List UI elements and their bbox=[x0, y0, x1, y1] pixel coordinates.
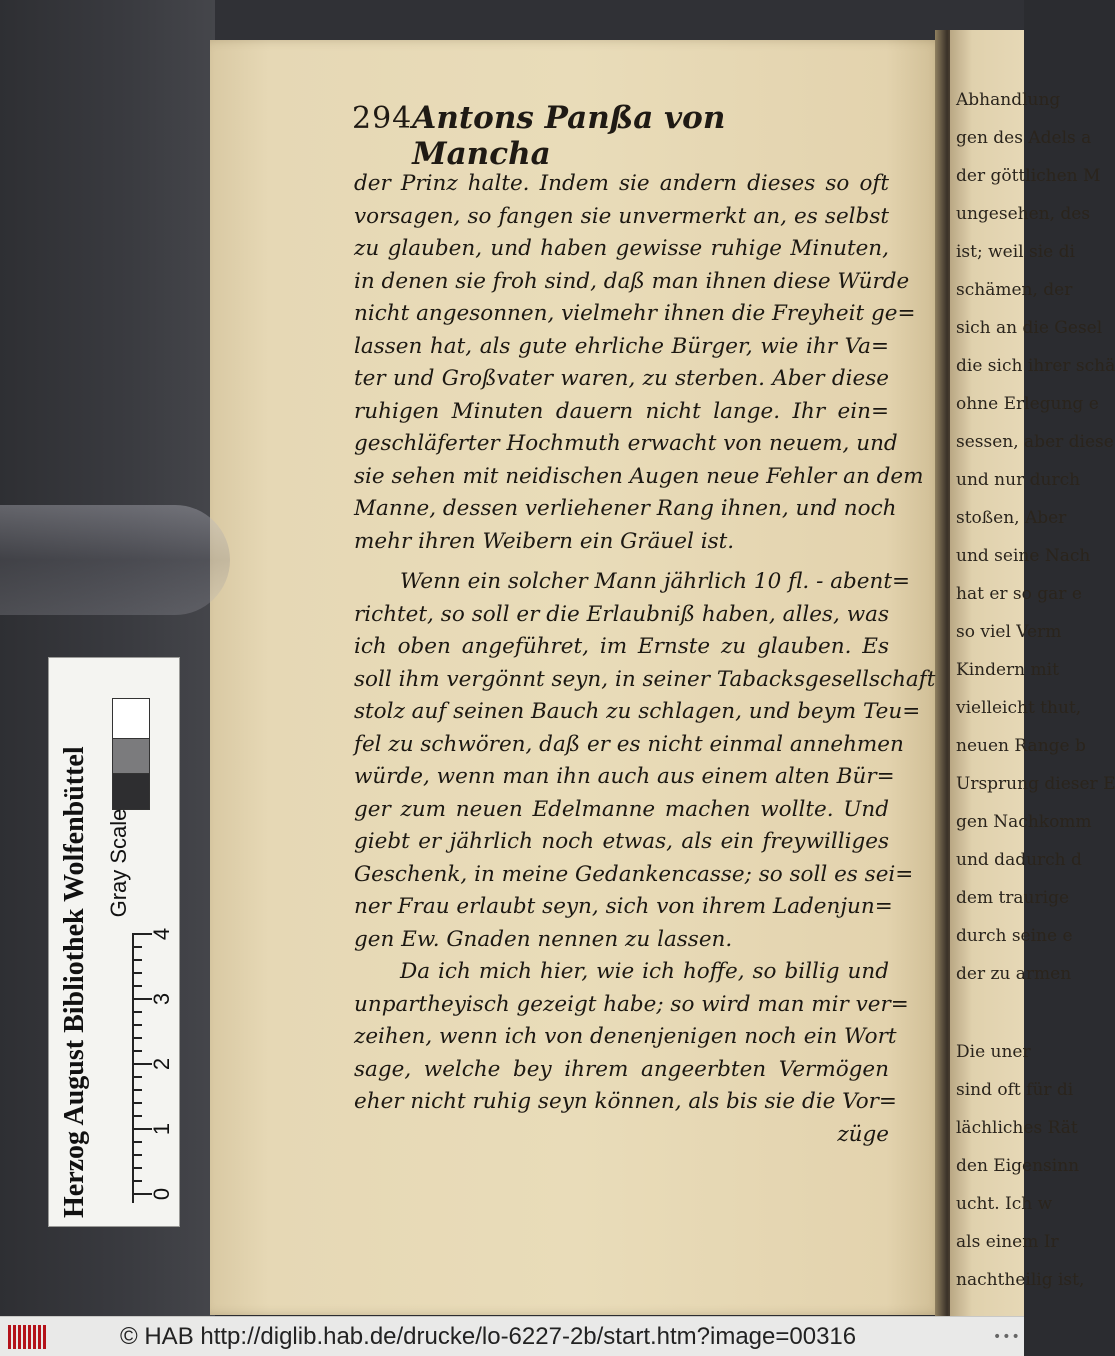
text-line: in denen sie froh sind, daß man ihnen diese Würde bbox=[354, 268, 910, 294]
facing-page-fragment: Kindern mit bbox=[956, 660, 1059, 680]
facing-page-fragment: der göttlichen M bbox=[956, 166, 1101, 186]
facing-page-fragment: gen des Adels a bbox=[956, 128, 1092, 148]
paragraph-2 bbox=[354, 566, 936, 956]
text-line: ger zum neuen Edelmanne machen wollte. Und bbox=[354, 796, 889, 822]
text-line: giebt er jährlich noch etwas, als ein freywilliges bbox=[354, 829, 889, 854]
hab-logo-icon bbox=[8, 1325, 46, 1349]
page-number: 294 bbox=[352, 101, 413, 136]
facing-page-fragment: ucht. Ich w bbox=[956, 1194, 1053, 1214]
text-line: Geschenk, in meine Gedankencasse; so soll es sei= bbox=[354, 861, 914, 887]
glass-plate-edge bbox=[0, 505, 230, 615]
paragraph-3 bbox=[354, 956, 909, 1119]
facing-page-fragment: ungesehen, des bbox=[956, 204, 1091, 224]
ruler-minor-tick bbox=[134, 959, 142, 961]
facing-page-fragment: sessen, aber diese bbox=[956, 432, 1114, 452]
ruler-minor-tick bbox=[134, 972, 142, 974]
text-line: Manne, dessen verliehener Rang ihnen, und noch bbox=[354, 496, 897, 521]
facing-page-fragment: sich an die Gesel bbox=[956, 318, 1103, 338]
text-line: gen Ew. Gnaden nennen zu lassen. bbox=[354, 926, 733, 952]
facing-page-fragment: durch seine e bbox=[956, 926, 1073, 946]
text-line: würde, wenn man ihn auch aus einem alten Bür= bbox=[354, 764, 895, 789]
more-menu-icon[interactable]: ••• bbox=[993, 1329, 1021, 1345]
ruler-minor-tick bbox=[134, 1115, 142, 1117]
text-line: sie sehen mit neidischen Augen neue Fehler an dem bbox=[354, 463, 924, 489]
catchword-block bbox=[354, 1119, 889, 1152]
ruler bbox=[132, 927, 175, 1203]
facing-page-fragment: schämen, der bbox=[956, 280, 1073, 300]
ruler-minor-tick bbox=[134, 1102, 142, 1104]
facing-page-fragment: als einem Ir bbox=[956, 1232, 1059, 1252]
facing-page-fragment: Abhandlung bbox=[956, 90, 1061, 110]
text-line: unpartheyisch gezeigt habe; so wird man mir ver= bbox=[354, 991, 909, 1017]
text-line: lassen hat, als gute ehrliche Bürger, wie ihr Va= bbox=[354, 333, 889, 359]
text-line: Wenn ein solcher Mann jährlich 10 fl. - abent= bbox=[400, 569, 911, 594]
facing-page-fragment: der zu armen bbox=[956, 964, 1072, 984]
ruler-minor-tick bbox=[134, 946, 142, 948]
ruler-minor-tick bbox=[134, 1011, 142, 1013]
ruler-minor-tick bbox=[134, 1154, 142, 1156]
text-line: ner Frau erlaubt seyn, sich von ihrem Ladenjun= bbox=[354, 894, 893, 919]
facing-page-fragment: hat er so gar e bbox=[956, 584, 1082, 604]
text-line: zeihen, wenn ich von denenjenigen noch ein Wort bbox=[354, 1024, 897, 1049]
footer-bar bbox=[0, 1316, 1024, 1356]
facing-page-fragment: sind oft für di bbox=[956, 1080, 1074, 1100]
ruler-minor-tick bbox=[134, 1076, 142, 1078]
ruler-minor-tick bbox=[134, 1180, 142, 1182]
text-line: sage, welche bey ihrem angeerbten Vermögen bbox=[354, 1056, 889, 1082]
running-title: Antons Panßa von Mancha bbox=[412, 100, 726, 172]
ruler-minor-tick bbox=[134, 1024, 142, 1026]
facing-page-fragment: stoßen, Aber bbox=[956, 508, 1067, 528]
copyright-url[interactable]: © HAB http://diglib.hab.de/drucke/lo-6227-2b/start.htm?image=00316 bbox=[120, 1323, 857, 1350]
ruler-tick-label: 4 bbox=[149, 927, 175, 941]
gray-swatch-mid bbox=[112, 738, 150, 775]
text-line: richtet, so soll er die Erlaubniß haben, alles, was bbox=[354, 601, 889, 627]
facing-page bbox=[950, 30, 1115, 1320]
ruler-minor-tick bbox=[134, 1037, 142, 1039]
facing-page-fragment: gen Nachkomm bbox=[956, 812, 1092, 832]
facing-page-fragment: ohne Erlegung e bbox=[956, 394, 1099, 414]
ruler-minor-tick bbox=[134, 1141, 142, 1143]
ruler-tick-label: 3 bbox=[149, 992, 175, 1006]
text-line: nicht angesonnen, vielmehr ihnen die Freyheit ge= bbox=[354, 301, 916, 326]
text-line: zu glauben, und haben gewisse ruhige Minuten, bbox=[354, 236, 889, 261]
text-line: mehr ihren Weibern ein Gräuel ist. bbox=[354, 528, 735, 554]
gray-swatch-white bbox=[112, 698, 150, 740]
text-line: eher nicht ruhig seyn können, als bis sie die Vor= bbox=[354, 1089, 897, 1114]
page-header bbox=[352, 100, 872, 172]
facing-page-fragment: und nur durch bbox=[956, 470, 1081, 490]
ruler-minor-tick bbox=[134, 985, 142, 987]
facing-page-fragment: lächliches Rät bbox=[956, 1118, 1078, 1138]
text-line: soll ihm vergönnt seyn, in seiner Tabacksgesellschaft bbox=[354, 666, 936, 692]
catchword: züge bbox=[837, 1122, 889, 1147]
facing-page-fragment: dem traurige bbox=[956, 888, 1070, 908]
text-line: ich oben angeführet, im Ernste zu glauben. Es bbox=[354, 634, 889, 659]
ruler-tick-label: 0 bbox=[149, 1187, 175, 1201]
facing-page-fragment: neuen Range b bbox=[956, 736, 1086, 756]
paragraph-1 bbox=[354, 168, 924, 558]
text-line: vorsagen, so fangen sie unvermerkt an, es selbst bbox=[354, 203, 889, 229]
facing-page-fragment: so viel Verm bbox=[956, 622, 1062, 642]
text-line: geschläferter Hochmuth erwacht von neuem, und bbox=[354, 431, 898, 456]
facing-page-fragment: und dadurch d bbox=[956, 850, 1082, 870]
facing-page-fragment: und seine Nach bbox=[956, 546, 1091, 566]
facing-page-fragment: Ursprung dieser E bbox=[956, 774, 1115, 794]
ruler-minor-tick bbox=[134, 1050, 142, 1052]
text-line: fel zu schwören, daß er es nicht einmal annehmen bbox=[354, 731, 904, 757]
facing-page-fragment: die sich ihrer schä bbox=[956, 356, 1115, 376]
text-line: der Prinz halte. Indem sie andern dieses so oft bbox=[354, 171, 889, 196]
ruler-tick-label: 2 bbox=[149, 1057, 175, 1071]
facing-page-fragment: nachtheilig ist, bbox=[956, 1270, 1085, 1290]
scale-organization-label: Herzog August Bibliothek Wolfenbüttel bbox=[59, 746, 90, 1218]
text-line: ter und Großvater waren, zu sterben. Aber diese bbox=[354, 366, 889, 391]
ruler-minor-tick bbox=[134, 1167, 142, 1169]
color-scale-card bbox=[48, 657, 180, 1227]
facing-page-fragment: den Eigensinn bbox=[956, 1156, 1080, 1176]
facing-page-fragment: vielleicht thut, bbox=[956, 698, 1082, 718]
ruler-tick-label: 1 bbox=[149, 1122, 175, 1136]
text-line: ruhigen Minuten dauern nicht lange. Ihr ein= bbox=[354, 398, 889, 424]
text-line: stolz auf seinen Bauch zu schlagen, und beym Teu= bbox=[354, 699, 921, 724]
gray-scale-label: Gray Scale bbox=[106, 808, 131, 918]
ruler-minor-tick bbox=[134, 1089, 142, 1091]
facing-page-fragment: Die uner bbox=[956, 1042, 1031, 1062]
facing-page-fragment: ist; weil sie di bbox=[956, 242, 1075, 262]
text-line: Da ich mich hier, wie ich hoffe, so billig und bbox=[400, 959, 889, 984]
